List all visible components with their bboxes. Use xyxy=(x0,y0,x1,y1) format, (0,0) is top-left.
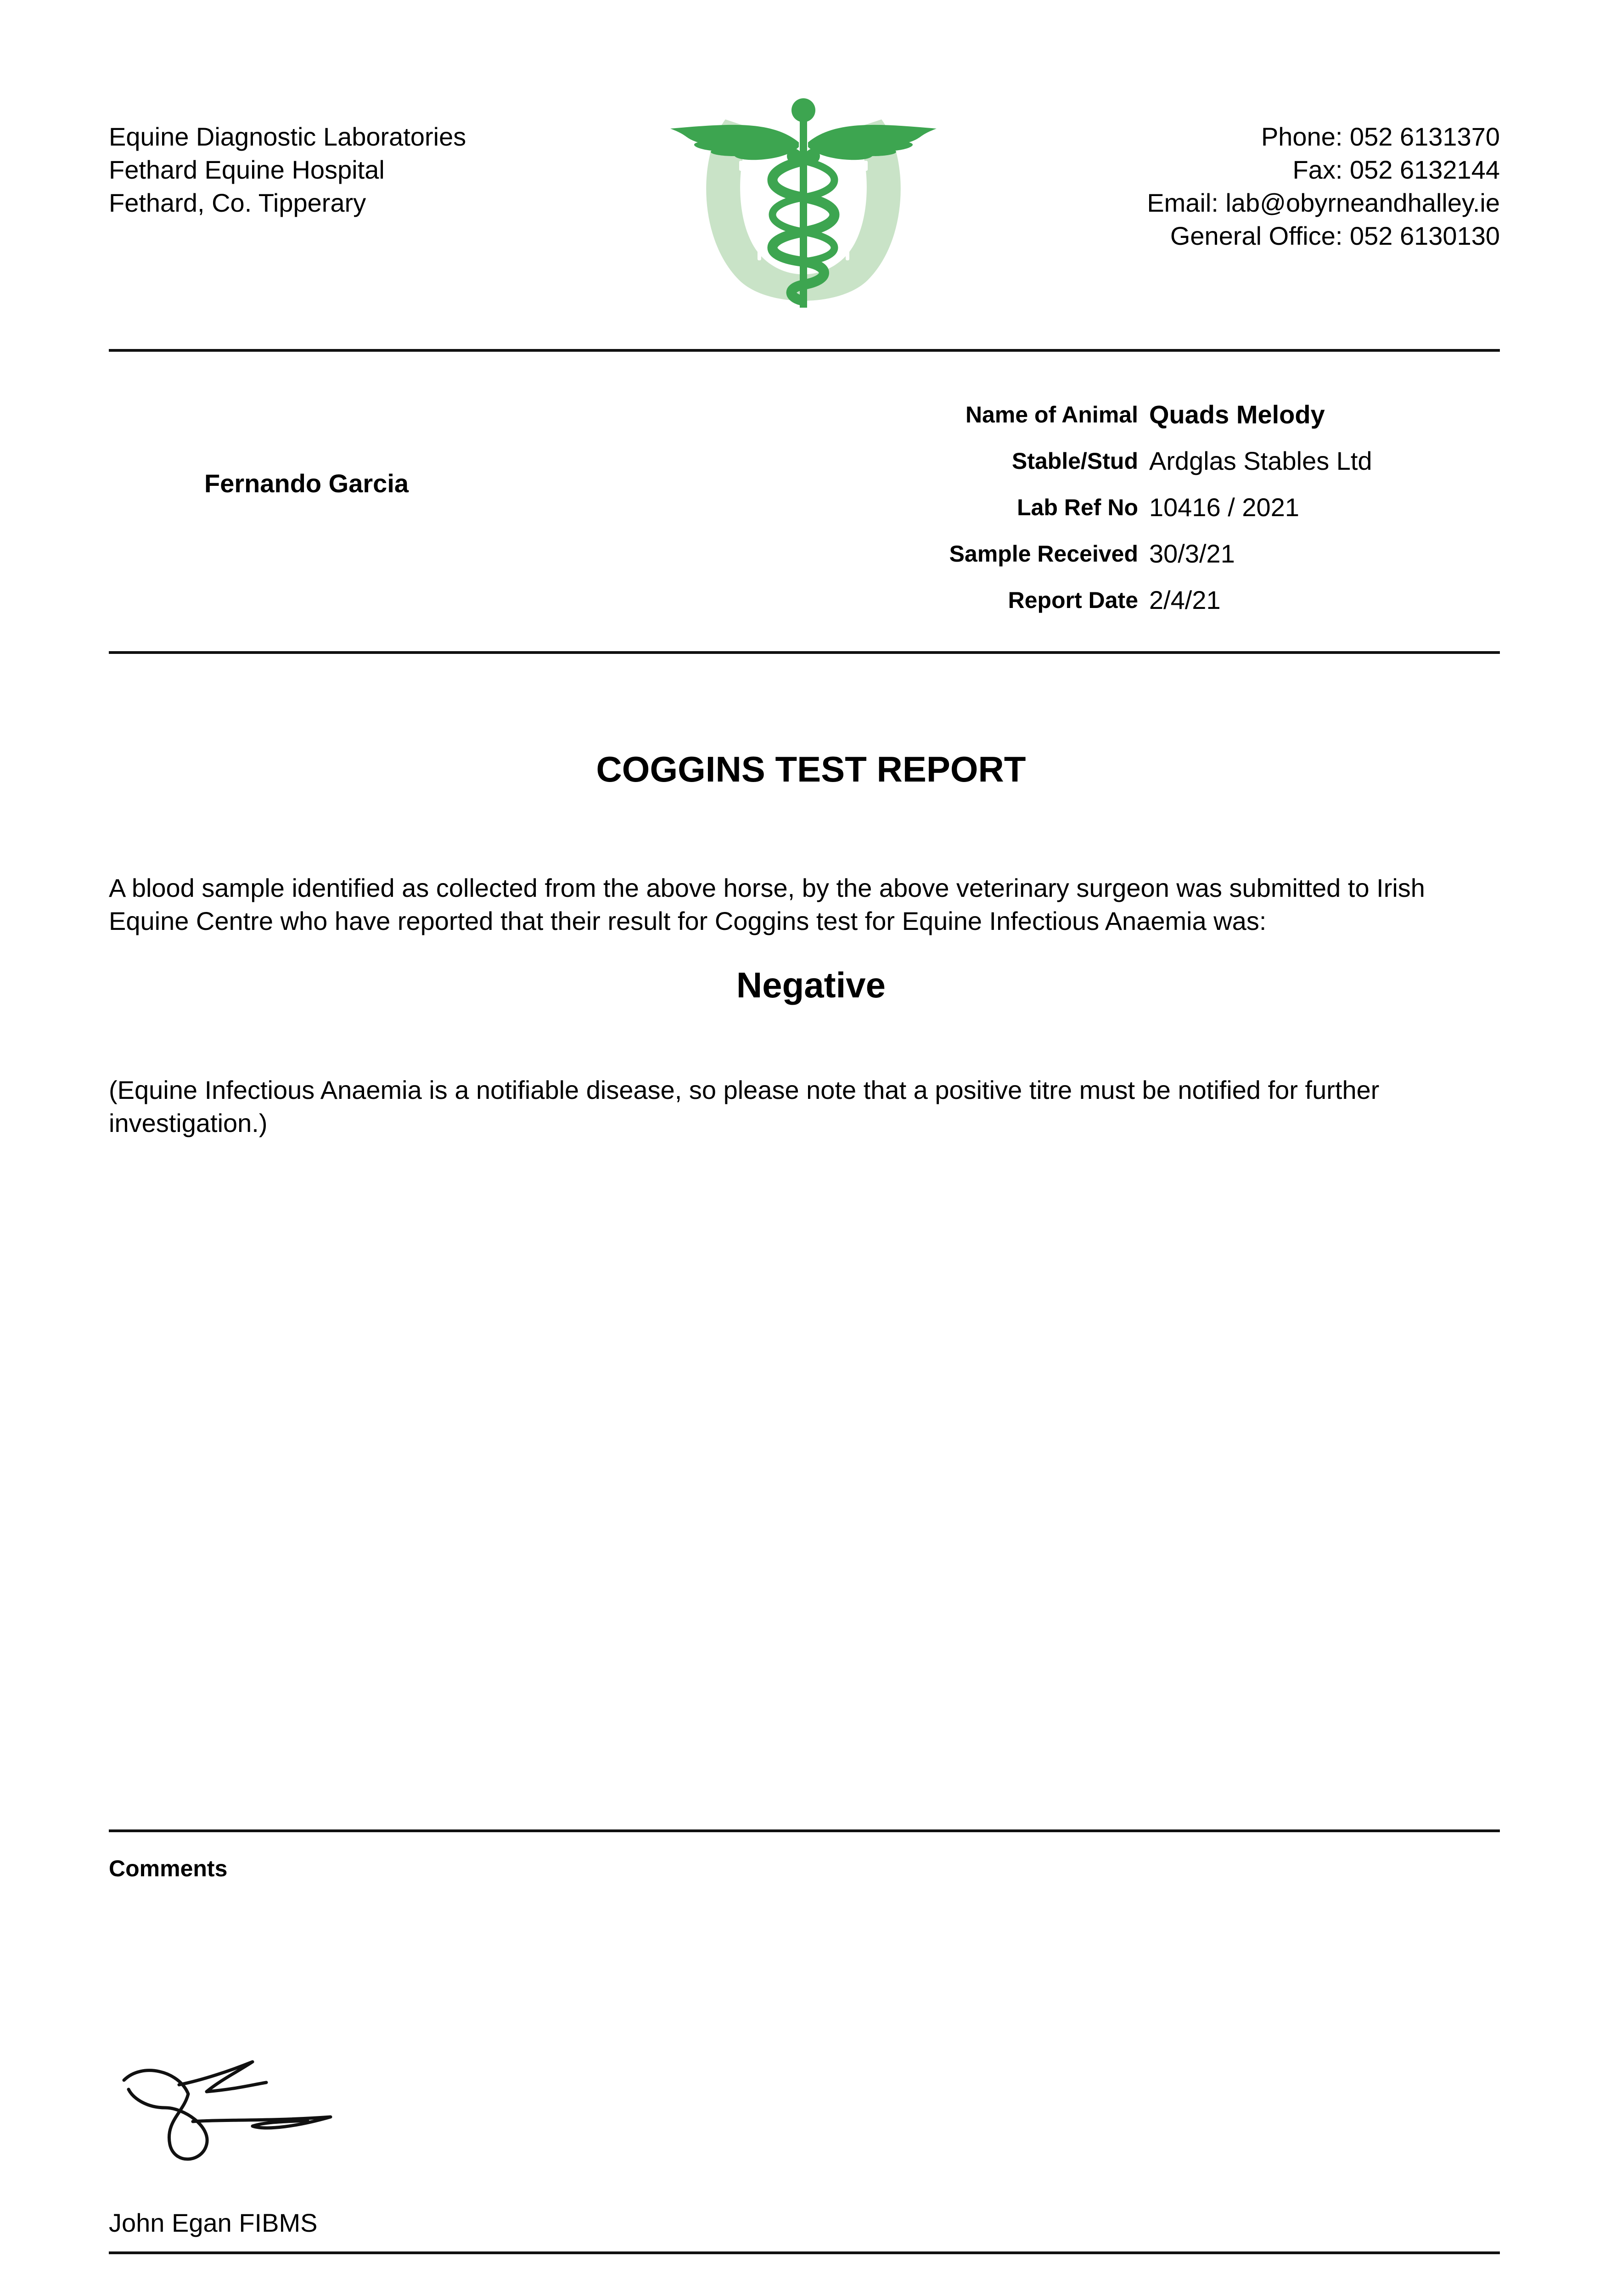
test-result: Negative xyxy=(736,965,886,1005)
info-value: Ardglas Stables Ltd xyxy=(1149,446,1372,475)
animal-info xyxy=(872,391,1515,623)
info-label: Stable/Stud xyxy=(1011,448,1138,474)
info-value: 10416 / 2021 xyxy=(1149,493,1299,522)
handwritten-signature xyxy=(115,2053,344,2172)
lab-address xyxy=(109,120,466,219)
vet-name: Fernando Garcia xyxy=(204,469,409,498)
info-value: Quads Melody xyxy=(1149,400,1325,429)
divider xyxy=(109,349,1500,352)
address-line: Equine Diagnostic Laboratories xyxy=(109,122,466,151)
divider xyxy=(109,1829,1500,1832)
info-label: Name of Animal xyxy=(965,401,1138,428)
address-line: Fethard Equine Hospital xyxy=(109,155,385,184)
report-title: COGGINS TEST REPORT xyxy=(596,749,1026,789)
info-row xyxy=(872,391,1515,438)
info-value: 2/4/21 xyxy=(1149,585,1221,614)
report-intro: A blood sample identified as collected from the above horse, by the above veterinary surgeon was submitted to Irish Equine Centre who have reported that their result for Coggins test for Equine Infectious Anaemia was: xyxy=(109,873,1425,935)
divider xyxy=(109,651,1500,654)
caduceus-horseshoe-logo xyxy=(670,92,937,317)
info-value: 30/3/21 xyxy=(1149,539,1235,568)
comments-label: Comments xyxy=(109,1856,228,1881)
report-note: (Equine Infectious Anaemia is a notifiable disease, so please note that a positive titre must be notified for further investigation.) xyxy=(109,1075,1380,1137)
info-row xyxy=(872,484,1515,530)
info-label: Report Date xyxy=(1008,587,1138,613)
contact-line: Email: lab@obyrneandhalley.ie xyxy=(1147,188,1500,217)
info-row xyxy=(872,530,1515,577)
info-row xyxy=(872,438,1515,484)
lab-contact xyxy=(1147,120,1500,253)
contact-line: Phone: 052 6131370 xyxy=(1261,122,1500,151)
info-label: Lab Ref No xyxy=(1017,494,1138,520)
address-line: Fethard, Co. Tipperary xyxy=(109,188,366,217)
info-label: Sample Received xyxy=(949,540,1138,567)
signer-name: John Egan FIBMS xyxy=(109,2208,318,2237)
divider xyxy=(109,2251,1500,2254)
contact-line: Fax: 052 6132144 xyxy=(1292,155,1500,184)
contact-line: General Office: 052 6130130 xyxy=(1170,221,1500,250)
info-row xyxy=(872,577,1515,623)
